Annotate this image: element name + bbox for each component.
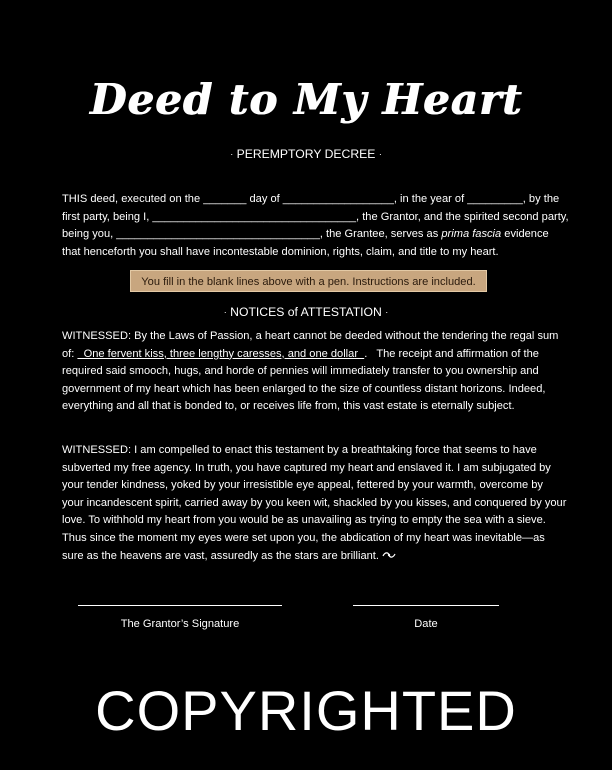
witness-one-line-2 [62, 346, 572, 364]
deed-line-3-tail: evidence [504, 228, 549, 241]
grantor-signature-line[interactable] [78, 605, 282, 606]
flourish-icon [382, 551, 396, 562]
witness-one-suffix: . The receipt and affirmation of the [364, 347, 539, 360]
deed-line-1: THIS deed, executed on the _______ day of __________________, in the year of _________, by the [62, 193, 560, 205]
deed-line-3 [62, 226, 572, 244]
witness-two-last-line: sure as the heavens are vast, assuredly as the stars are brilliant. [62, 549, 379, 562]
heading-dot-right: · [378, 149, 382, 159]
attestation-heading [0, 304, 612, 320]
witness-two-line-7 [62, 548, 572, 566]
witness-two-line-5: love. To withhold my heart from you would be as unavailing as trying to empty the sea with a sieve. [62, 514, 546, 527]
deed-line-2: first party, being I, _________________________________, the Grantor, and the spirited second party, [62, 210, 569, 223]
witness-two-line-2: subverted my free agency. In truth, you have captured my heart and enslaved it. I am subjugated by [62, 461, 551, 474]
decree-heading [0, 146, 612, 162]
deed-line-4: that henceforth you shall have incontestable dominion, rights, claim, and title to my heart. [62, 245, 499, 258]
grantor-signature-label: The Grantor’s Signature [120, 618, 240, 630]
deed-line-3-text: being you, _________________________________, the Grantee, serves as [62, 228, 439, 241]
witness-paragraph-one [62, 328, 572, 416]
italic-phrase: prima fascia [441, 228, 502, 241]
witness-one-prefix: of: [62, 347, 75, 360]
witness-one-line-1: WITNESSED: By the Laws of Passion, a heart cannot be deeded without the tendering the regal sum [62, 330, 559, 342]
copyright-watermark: COPYRIGHTED [95, 679, 517, 742]
decree-heading-text: PEREMPTORY DECREE [236, 147, 376, 161]
regal-sum: One fervent kiss, three lengthy caresses, and one dollar [77, 347, 365, 360]
witness-two-line-4: your incandescent spirit, carried away by you keen wit, shackled by you kisses, and conquered by your [62, 496, 567, 509]
attestation-dot-left: · [223, 307, 227, 317]
document-title: Deed to My Heart [89, 75, 523, 124]
attestation-dot-right: · [385, 307, 389, 317]
witness-two-line-3: your tender kindness, yoked by your irresistible eye appeal, fettered by your warmth, overcome by [62, 479, 543, 492]
witness-one-line-5: everything and all that is bonded to, or receives life from, this vast estate is eternally subject. [62, 400, 515, 413]
heading-dot-left: · [230, 149, 234, 159]
witness-one-line-3: required said smooch, hugs, and horde of pennies will immediately transfer to you ownership and [62, 365, 539, 378]
attestation-heading-text: NOTICES of ATTESTATION [230, 305, 382, 319]
witness-two-line-6: Thus since the moment my eyes were set upon you, the abdication of my heart was inevitable—as [62, 531, 545, 544]
deed-paragraph [62, 191, 572, 261]
date-line[interactable] [353, 605, 499, 606]
witness-one-line-4: government of my heart which has been enlarged to the size of countless distant horizons. Indeed, [62, 382, 546, 395]
witness-two-line-1: WITNESSED: I am compelled to enact this testament by a breathtaking force that seems to have [62, 444, 537, 456]
witness-paragraph-two [62, 442, 572, 565]
date-label: Date [414, 618, 438, 630]
instruction-note: You fill in the blank lines above with a pen. Instructions are included. [130, 270, 487, 292]
